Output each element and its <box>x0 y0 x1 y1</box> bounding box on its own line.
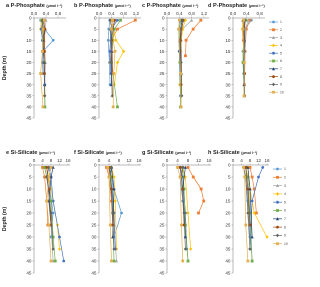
y-tick-label: 5 <box>227 174 231 180</box>
panel-unit: (µmol l⁻¹) <box>182 4 199 8</box>
y-tick-label: 25 <box>159 222 165 228</box>
legend-item <box>269 59 282 63</box>
data-point <box>190 19 193 22</box>
y-tick-label: 10 <box>91 186 97 192</box>
data-point <box>54 260 57 263</box>
y-tick-label: 10 <box>26 37 32 43</box>
y-tick-label: 45 <box>225 115 231 121</box>
data-point <box>179 72 182 75</box>
legend-label: 4 <box>280 43 282 48</box>
legend-swatch-marker <box>276 176 279 179</box>
y-tick-label: 0 <box>227 162 231 168</box>
data-point <box>43 19 46 22</box>
panel-unit: (µmol l⁻¹) <box>175 151 192 155</box>
y-tick-label: 0 <box>161 162 165 168</box>
legend-swatch-marker <box>276 209 279 212</box>
legend-item <box>269 44 282 48</box>
legend-label: 5 <box>280 51 282 56</box>
data-point <box>110 28 113 31</box>
legend-label: 1 <box>284 167 286 172</box>
legend-label: 10 <box>284 241 288 246</box>
panel-f <box>74 150 142 276</box>
legend-label: 5 <box>284 200 286 205</box>
x-tick-label: 4 <box>240 158 243 163</box>
panel-letter: c <box>142 3 147 9</box>
legend-item <box>273 176 286 180</box>
x-tick-label: 16 <box>136 158 142 163</box>
y-tick-label: 20 <box>91 60 97 66</box>
panel-unit: (µmol l⁻¹) <box>114 4 131 8</box>
legend-item <box>269 67 282 71</box>
data-point <box>114 199 117 203</box>
data-point <box>244 224 247 227</box>
legend-label: 8 <box>280 74 282 79</box>
data-point <box>251 200 254 203</box>
data-point <box>116 105 119 108</box>
y-tick-label: 45 <box>91 270 97 276</box>
x-tick-label: 0,8 <box>256 11 263 16</box>
data-point <box>186 211 189 215</box>
y-tick-label: 40 <box>26 258 32 264</box>
panel-title <box>74 150 122 156</box>
panel-h <box>208 150 288 276</box>
panel-variable: P-Phosphate <box>10 3 47 9</box>
data-point <box>108 176 111 179</box>
y-tick-label: 30 <box>225 82 231 88</box>
data-point <box>242 166 245 169</box>
y-tick-label: 30 <box>159 82 165 88</box>
data-point <box>110 260 113 263</box>
data-point <box>184 54 187 57</box>
data-point <box>42 28 45 31</box>
data-point <box>116 61 119 65</box>
data-point <box>134 19 137 22</box>
data-point <box>251 176 254 179</box>
y-tick-label: 10 <box>159 186 165 192</box>
legend-swatch-marker <box>272 52 275 55</box>
data-point <box>185 39 188 42</box>
panel-g <box>142 150 212 276</box>
x-tick-label: 0 <box>165 158 169 163</box>
y-tick-label: 15 <box>159 48 165 54</box>
y-tick-label: 25 <box>159 71 165 77</box>
legend-swatch-marker <box>276 234 279 238</box>
y-tick-label: 10 <box>225 186 231 192</box>
legend-item <box>269 20 282 24</box>
panel-letter: h <box>208 150 213 156</box>
legend-item <box>273 225 286 229</box>
y-tick-label: 20 <box>26 210 32 216</box>
x-tick-label: 12 <box>255 158 262 163</box>
y-tick-label: 5 <box>28 174 32 180</box>
y-tick-label: 15 <box>26 48 32 54</box>
data-point <box>242 19 245 22</box>
x-tick-label: 4 <box>107 158 111 163</box>
data-point <box>50 260 53 263</box>
x-tick-label: 0,0 <box>95 11 103 16</box>
y-tick-label: 0 <box>28 15 32 21</box>
series-2 <box>187 166 206 214</box>
legend-item <box>269 51 282 55</box>
legend-item <box>273 217 286 221</box>
data-point <box>116 28 119 31</box>
data-point <box>200 188 203 191</box>
y-tick-label: 30 <box>91 82 97 88</box>
y-tick-label: 35 <box>26 93 32 99</box>
y-tick-label: 40 <box>91 104 97 110</box>
y-tick-label: 15 <box>91 198 97 204</box>
y-tick-label: 15 <box>91 48 97 54</box>
data-point <box>181 260 184 263</box>
y-tick-label: 5 <box>93 26 97 32</box>
legend-item <box>273 184 286 188</box>
y-tick-label: 25 <box>26 222 32 228</box>
x-tick-label: 0,4 <box>108 11 115 16</box>
data-point <box>50 166 53 169</box>
x-tick-label: 0,0 <box>30 11 38 16</box>
y-tick-label: 20 <box>159 210 165 216</box>
x-tick-label: 8 <box>117 158 121 163</box>
panel-unit: (µmol l⁻¹) <box>105 151 122 155</box>
data-point <box>265 235 268 239</box>
data-point <box>177 28 180 31</box>
legend-swatch-marker <box>276 168 279 171</box>
data-point <box>47 176 50 179</box>
panel-letter: a <box>6 3 11 9</box>
y-tick-label: 30 <box>91 234 97 240</box>
y-tick-label: 10 <box>26 186 32 192</box>
y-tick-label: 35 <box>91 246 97 252</box>
data-point <box>180 105 183 108</box>
y-tick-label: 0 <box>161 15 165 21</box>
legend-swatch-marker <box>272 83 275 87</box>
data-point <box>62 260 65 263</box>
data-point <box>183 224 186 227</box>
y-tick-label: 10 <box>91 37 97 43</box>
data-point <box>246 260 249 263</box>
y-tick-label: 35 <box>159 246 165 252</box>
y-tick-label: 40 <box>225 258 231 264</box>
panel-title <box>142 150 192 156</box>
x-tick-label: 4 <box>41 158 44 163</box>
data-point <box>113 260 116 263</box>
data-point <box>112 105 115 108</box>
data-point <box>45 200 48 203</box>
y-tick-label: 0 <box>28 162 32 168</box>
legend-item <box>273 192 286 196</box>
legend-swatch-marker <box>276 226 279 229</box>
data-point <box>111 19 114 22</box>
legend-swatch-marker <box>272 60 275 63</box>
data-point <box>58 236 61 239</box>
x-tick-label: 0,4 <box>243 11 250 16</box>
legend-swatch-marker <box>276 201 279 204</box>
data-point <box>120 212 123 215</box>
data-point <box>243 94 246 97</box>
data-point <box>176 166 179 169</box>
panel-letter: d <box>208 3 213 9</box>
x-tick-label: 8 <box>248 158 252 163</box>
data-point <box>257 176 260 179</box>
x-tick-label: 0 <box>97 158 101 163</box>
data-point <box>192 176 195 179</box>
legend-swatch-marker <box>272 91 275 94</box>
x-tick-label: 0,0 <box>163 11 171 16</box>
x-tick-label: 0,8 <box>54 11 62 16</box>
panel-unit: (µmol l⁻¹) <box>46 4 63 8</box>
panel-letter: b <box>74 3 79 9</box>
data-point <box>179 166 182 169</box>
data-point <box>261 166 264 169</box>
panel-title <box>208 150 258 156</box>
legend-label: 7 <box>280 67 282 71</box>
x-tick-label: 16 <box>206 158 212 163</box>
x-tick-label: 0,4 <box>176 11 183 16</box>
y-tick-label: 45 <box>159 270 165 276</box>
panel-variable: P-Phosphate <box>146 3 183 9</box>
legend-label: 2 <box>284 175 286 180</box>
data-point <box>246 188 249 191</box>
panel-b <box>74 3 141 121</box>
data-point <box>180 224 183 227</box>
y-tick-label: 35 <box>26 246 32 252</box>
y-tick-label: 15 <box>225 198 231 204</box>
x-tick-label: 0,8 <box>120 11 127 16</box>
legend-label: 9 <box>280 82 282 87</box>
y-tick-label: 35 <box>225 93 231 99</box>
y-tick-label: 20 <box>225 60 231 66</box>
data-point <box>180 83 183 86</box>
y-tick-label: 40 <box>159 104 165 110</box>
data-point <box>39 72 42 75</box>
panel-title <box>74 3 131 9</box>
legend-label: 10 <box>280 90 284 95</box>
y-tick-label: 45 <box>225 270 231 276</box>
data-point <box>106 166 109 169</box>
panel-letter: f <box>74 150 78 156</box>
legend-item <box>273 242 288 246</box>
y-tick-label: 20 <box>159 60 165 66</box>
y-tick-label: 25 <box>26 71 32 77</box>
x-tick-label: 1,2 <box>200 11 208 16</box>
legend-label: 1 <box>280 20 282 25</box>
panel-variable: P-Phosphate <box>78 3 115 9</box>
legend-item <box>273 209 286 213</box>
data-point <box>202 200 205 203</box>
data-point <box>243 176 246 179</box>
data-point <box>58 247 61 251</box>
legend-swatch-marker <box>276 192 279 196</box>
y-tick-label: 5 <box>161 26 165 32</box>
y-tick-label: 45 <box>26 270 32 276</box>
data-point <box>199 19 202 22</box>
panel-e <box>2 150 71 276</box>
y-tick-label: 40 <box>159 258 165 264</box>
data-point <box>178 19 181 22</box>
y-tick-label: 15 <box>159 198 165 204</box>
data-point <box>197 212 200 215</box>
y-tick-label: 35 <box>159 93 165 99</box>
data-point <box>243 61 246 64</box>
data-point <box>109 224 112 227</box>
panel-variable: Si-Silicate <box>77 150 106 156</box>
data-point <box>112 72 115 75</box>
data-point <box>184 166 187 169</box>
legend-item <box>273 234 286 238</box>
legend-label: 4 <box>284 192 286 197</box>
legend-item <box>269 83 282 87</box>
legend-swatch-marker <box>272 44 275 48</box>
data-point <box>43 94 46 98</box>
data-point <box>119 19 122 22</box>
legend-item <box>273 167 286 171</box>
legend-item <box>273 200 286 204</box>
x-tick-label: 8 <box>186 158 190 163</box>
series-line <box>181 20 192 107</box>
x-tick-label: 12 <box>195 158 202 163</box>
panel-unit: (µmol l⁻¹) <box>248 4 265 8</box>
legend-label: 9 <box>284 233 286 238</box>
panel-letter: e <box>6 150 11 156</box>
data-point <box>192 28 195 31</box>
data-point <box>179 176 182 179</box>
data-point <box>181 188 184 191</box>
legend-item <box>269 36 282 40</box>
x-tick-label: 0,8 <box>188 11 195 16</box>
y-axis-label: Depth (m) <box>2 206 8 232</box>
legend-label: 6 <box>280 59 282 64</box>
data-point <box>187 260 190 263</box>
legend <box>269 20 284 94</box>
y-tick-label: 45 <box>159 115 165 121</box>
y-tick-label: 25 <box>225 222 231 228</box>
y-tick-label: 30 <box>26 234 32 240</box>
x-tick-label: 0,4 <box>42 11 50 16</box>
series-line <box>111 20 136 62</box>
y-tick-label: 35 <box>225 246 231 252</box>
legend-label: 2 <box>280 28 282 32</box>
panel-title <box>208 3 265 9</box>
y-tick-label: 0 <box>227 15 231 21</box>
legend-item <box>269 28 282 32</box>
data-point <box>107 39 110 42</box>
y-tick-label: 45 <box>91 115 97 121</box>
legend-item <box>269 75 282 79</box>
legend <box>273 167 288 246</box>
y-tick-label: 10 <box>159 37 165 43</box>
data-point <box>47 224 50 227</box>
y-tick-label: 20 <box>91 210 97 216</box>
y-tick-label: 30 <box>159 234 165 240</box>
x-tick-label: 0 <box>231 158 235 163</box>
panel-variable: P-Phosphate <box>212 3 249 9</box>
x-tick-label: 8 <box>49 158 53 163</box>
panel-variable: Si-Silicate <box>212 150 242 156</box>
data-point <box>242 28 245 31</box>
legend-label: 6 <box>284 208 286 213</box>
y-tick-label: 40 <box>26 104 32 110</box>
legend-label: 8 <box>284 225 286 230</box>
data-point <box>111 224 114 227</box>
y-tick-label: 0 <box>93 15 97 21</box>
legend-label: 3 <box>284 183 286 188</box>
data-point <box>187 166 190 169</box>
data-point <box>114 50 117 53</box>
legend-label: 3 <box>280 35 282 40</box>
series-line <box>185 20 200 56</box>
x-tick-label: 1,2 <box>132 11 140 16</box>
legend-swatch-marker <box>276 242 279 245</box>
panel-title <box>6 3 63 9</box>
y-tick-label: 25 <box>91 222 97 228</box>
y-tick-label: 25 <box>91 71 97 77</box>
y-tick-label: 10 <box>225 37 231 43</box>
y-tick-label: 40 <box>225 104 231 110</box>
panel-unit: (µmol l⁻¹) <box>241 151 258 155</box>
panel-letter: g <box>142 150 147 156</box>
panel-a <box>2 3 66 121</box>
y-tick-label: 5 <box>161 174 165 180</box>
y-tick-label: 15 <box>26 198 32 204</box>
y-tick-label: 45 <box>26 115 32 121</box>
x-tick-label: 12 <box>56 158 63 163</box>
y-tick-label: 30 <box>26 82 32 88</box>
legend-item <box>269 90 284 94</box>
panel-variable: Si-Silicate <box>146 150 176 156</box>
y-tick-label: 5 <box>28 26 32 32</box>
y-tick-label: 20 <box>225 210 231 216</box>
data-point <box>42 105 45 108</box>
panel-c <box>142 3 209 121</box>
x-tick-label: 16 <box>65 158 71 163</box>
y-tick-label: 25 <box>225 71 231 77</box>
y-axis-label: Depth (m) <box>2 55 8 81</box>
x-tick-label: 0 <box>32 158 36 163</box>
y-tick-label: 0 <box>93 162 97 168</box>
legend-swatch-marker <box>272 28 275 31</box>
panel-title <box>6 150 56 156</box>
y-tick-label: 20 <box>26 60 32 66</box>
x-tick-label: 16 <box>264 158 270 163</box>
x-tick-label: 12 <box>126 158 132 163</box>
panel-title <box>142 3 199 9</box>
y-tick-label: 15 <box>225 48 231 54</box>
x-tick-label: 0,0 <box>229 11 237 16</box>
legend-swatch-marker <box>272 21 275 24</box>
data-point <box>251 260 254 263</box>
panel-d <box>208 3 284 121</box>
panel-unit: (µmol l⁻¹) <box>38 151 55 155</box>
data-point <box>52 39 55 42</box>
data-point <box>116 19 119 22</box>
y-tick-label: 30 <box>225 234 231 240</box>
panel-variable: Si-Silicate <box>10 150 39 156</box>
y-tick-label: 5 <box>227 26 231 32</box>
y-tick-label: 40 <box>91 258 97 264</box>
legend-swatch-marker <box>272 75 275 78</box>
legend-label: 7 <box>284 217 286 221</box>
data-point <box>249 224 252 227</box>
x-tick-label: 4 <box>176 158 179 163</box>
data-point <box>189 247 192 251</box>
y-tick-label: 35 <box>91 93 97 99</box>
y-tick-label: 5 <box>93 174 97 180</box>
data-point <box>41 50 44 53</box>
